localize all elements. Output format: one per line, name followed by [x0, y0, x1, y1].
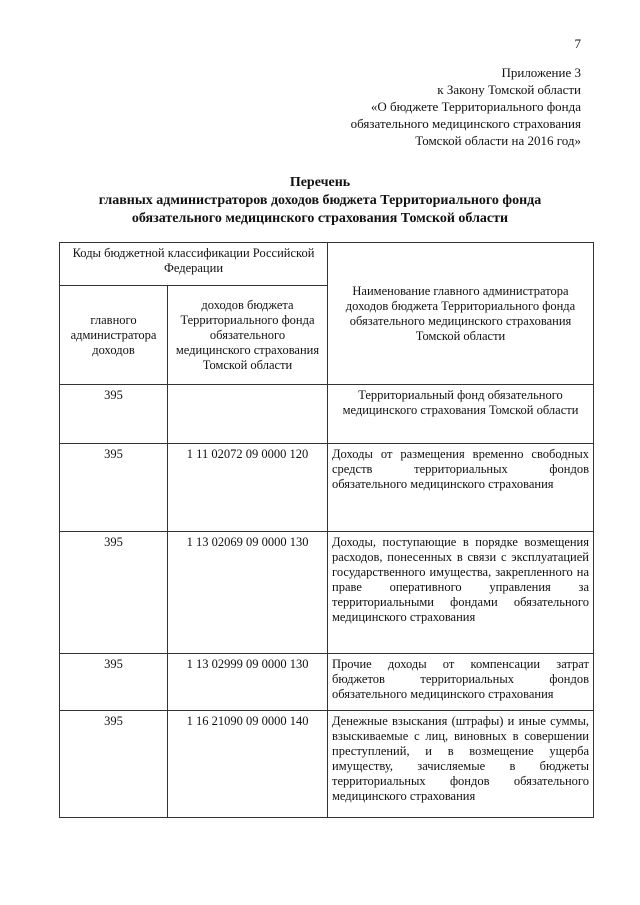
appendix-line: «О бюджете Территориального фонда	[370, 99, 581, 114]
header-name: Наименование главного администратора доходов бюджета Территориального фонда обязательного медицинского страхования Томской области	[328, 243, 594, 385]
cell-code: 1 16 21090 09 0000 140	[168, 711, 328, 818]
table-row	[60, 711, 594, 818]
title-line: обязательного медицинского страхования Томской области	[131, 211, 509, 226]
cell-code: 1 13 02999 09 0000 130	[168, 654, 328, 711]
cell-code	[168, 385, 328, 444]
title-line: главных администраторов доходов бюджета Территориального фонда	[98, 193, 542, 208]
cell-name: Территориальный фонд обязательного медицинского страхования Томской области	[328, 385, 594, 444]
cell-admin: 395	[60, 532, 168, 654]
header-codes-group: Коды бюджетной классификации Российской Федерации	[60, 243, 328, 286]
cell-name: Доходы, поступающие в порядке возмещения расходов, понесенных в связи с эксплуатацией государственного имущества, закрепленного на праве оперативного управления за территориальными фондами обязательного медицинского страхования	[328, 532, 594, 654]
cell-code: 1 13 02069 09 0000 130	[168, 532, 328, 654]
cell-admin: 395	[60, 444, 168, 532]
cell-name: Прочие доходы от компенсации затрат бюджетов территориальных фондов обязательного медицинского страхования	[328, 654, 594, 711]
table-row	[60, 385, 594, 444]
cell-admin: 395	[60, 711, 168, 818]
administrators-table	[59, 242, 594, 818]
cell-admin: 395	[60, 654, 168, 711]
document-title	[0, 174, 640, 228]
table-row	[60, 444, 594, 532]
header-income-code: доходов бюджета Территориального фонда обязательного медицинского страхования Томской области	[168, 286, 328, 385]
appendix-line: Приложение 3	[501, 65, 581, 80]
cell-name: Доходы от размещения временно свободных средств территориальных фондов обязательного медицинского страхования	[328, 444, 594, 532]
appendix-line: к Закону Томской области	[437, 82, 581, 97]
title-line: Перечень	[289, 175, 351, 190]
appendix-reference	[351, 64, 581, 149]
table-row	[60, 532, 594, 654]
header-admin-code: главного администратора доходов	[60, 286, 168, 385]
cell-code: 1 11 02072 09 0000 120	[168, 444, 328, 532]
appendix-line: обязательного медицинского страхования	[350, 116, 581, 131]
appendix-line: Томской области на 2016 год»	[415, 133, 581, 148]
cell-admin: 395	[60, 385, 168, 444]
page-number: 7	[574, 36, 581, 51]
cell-name: Денежные взыскания (штрафы) и иные суммы, взыскиваемые с лиц, виновных в совершении преступлений, и в возмещение ущерба имуществу, зачисляемые в бюджеты территориальных фондов обязательного медицинского страхования	[328, 711, 594, 818]
table-row	[60, 654, 594, 711]
